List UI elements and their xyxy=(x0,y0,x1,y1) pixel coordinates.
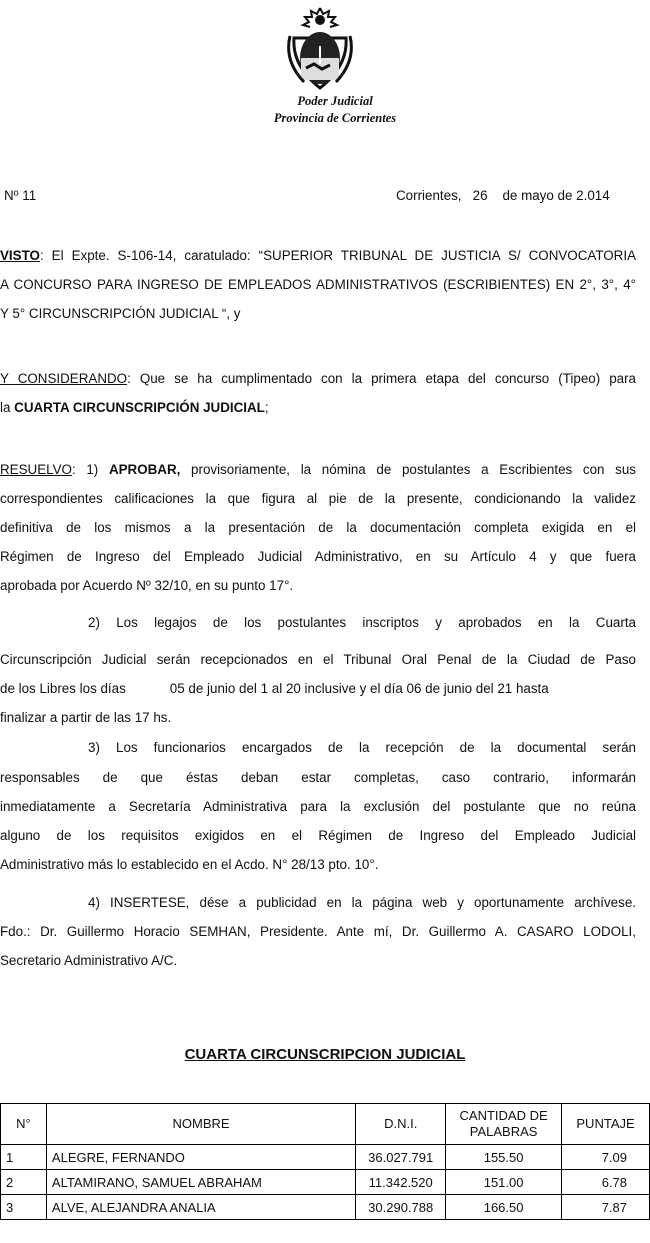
point-4-line-3: Secretario Administrativo A/C. xyxy=(0,953,178,968)
row-words: 155.50 xyxy=(446,1145,562,1170)
row-score: 7.87 xyxy=(562,1195,650,1220)
point-3-line-4: alguno de los requisitos exigidos en el Régimen de Ingreso del Empleado Judicial xyxy=(0,828,636,843)
visto-line-2: A CONCURSO PARA INGRESO DE EMPLEADOS ADMINISTRATIVOS (ESCRIBIENTES) EN 2°, 3°, 4° xyxy=(0,277,636,292)
header-words: CANTIDAD DE PALABRAS xyxy=(446,1104,562,1145)
considerando-line-2: la CUARTA CIRCUNSCRIPCIÓN JUDICIAL; xyxy=(0,400,269,415)
header-score: PUNTAJE xyxy=(562,1104,650,1145)
applicants-table xyxy=(0,1103,650,1220)
document-number: Nº 11 xyxy=(4,188,37,203)
resuelvo-line-1: RESUELVO: 1) APROBAR, provisoriamente, la nómina de postulantes a Escribientes con sus xyxy=(0,462,636,477)
province-name: Provincia de Corrientes xyxy=(273,111,397,125)
row-name: ALEGRE, FERNANDO xyxy=(46,1145,355,1170)
row-score: 6.78 xyxy=(562,1170,650,1195)
resuelvo-line-5: aprobada por Acuerdo Nº 32/10, en su punto 17°. xyxy=(0,578,294,593)
header-dni: D.N.I. xyxy=(356,1104,446,1145)
header-number: N° xyxy=(1,1104,47,1145)
table-title: CUARTA CIRCUNSCRIPCION JUDICIAL xyxy=(184,1046,466,1063)
resuelvo-line-3: definitiva de los mismos a la presentación de la documentación completa exigida en el xyxy=(0,520,636,535)
point-4-line-2: Fdo.: Dr. Guillermo Horacio SEMHAN, Presidente. Ante mí, Dr. Guillermo A. CASARO LODOLI, xyxy=(0,924,636,939)
row-number: 1 xyxy=(1,1145,47,1170)
visto-line-3: Y 5° CIRCUNSCRIPCIÓN JUDICIAL “, y xyxy=(0,306,241,321)
coat-of-arms-crest xyxy=(284,6,356,92)
visto-line-1: VISTO: El Expte. S-106-14, caratulado: “SUPERIOR TRIBUNAL DE JUSTICIA S/ CONVOCATORIA xyxy=(0,248,636,263)
point-3-line-5: Administrativo más lo establecido en el Acdo. N° 28/13 pto. 10°. xyxy=(0,857,379,872)
row-number: 2 xyxy=(1,1170,47,1195)
table-header-row xyxy=(1,1104,650,1145)
point-2-line-4: finalizar a partir de las 17 hs. xyxy=(0,710,172,725)
point-3-line-1: 3) Los funcionarios encargados de la recepción de la documental serán xyxy=(88,740,636,755)
point-3-line-3: inmediatamente a Secretaría Administrativa para la exclusión del postulante que no reúna xyxy=(0,799,636,814)
row-words: 151.00 xyxy=(446,1170,562,1195)
row-words: 166.50 xyxy=(446,1195,562,1220)
point-4-line-1: 4) INSERTESE, dése a publicidad en la página web y oportunamente archívese. xyxy=(88,895,636,910)
header-name: NOMBRE xyxy=(46,1104,355,1145)
document-date: Corrientes, 26 de mayo de 2.014 xyxy=(396,188,610,203)
resuelvo-line-2: correspondientes calificaciones la que figura al pie de la presente, condicionando la validez xyxy=(0,491,636,506)
considerando-line-1: Y CONSIDERANDO: Que se ha cumplimentado con la primera etapa del concurso (Tipeo) para xyxy=(0,371,636,386)
point-2-line-1: 2) Los legajos de los postulantes inscriptos y aprobados en la Cuarta xyxy=(88,615,636,630)
institution-name: Poder Judicial xyxy=(297,94,373,108)
table-row xyxy=(1,1145,650,1170)
point-2-line-3: de los Libres los días 05 de junio del 1 al 20 inclusive y el día 06 de junio del 21 hasta xyxy=(0,681,549,696)
row-dni: 30.290.788 xyxy=(356,1195,446,1220)
table-row xyxy=(1,1195,650,1220)
row-score: 7.09 xyxy=(562,1145,650,1170)
row-dni: 11.342.520 xyxy=(356,1170,446,1195)
point-3-line-2: responsables de que éstas deban estar completas, caso contrario, informarán xyxy=(0,770,636,785)
point-2-line-2: Circunscripción Judicial serán recepcionados en el Tribunal Oral Penal de la Ciudad de Paso xyxy=(0,652,636,667)
resuelvo-line-4: Régimen de Ingreso del Empleado Judicial Administrativo, en su Artículo 4 y que fuera xyxy=(0,549,636,564)
row-name: ALVE, ALEJANDRA ANALIA xyxy=(46,1195,355,1220)
table-row xyxy=(1,1170,650,1195)
row-name: ALTAMIRANO, SAMUEL ABRAHAM xyxy=(46,1170,355,1195)
row-dni: 36.027.791 xyxy=(356,1145,446,1170)
row-number: 3 xyxy=(1,1195,47,1220)
